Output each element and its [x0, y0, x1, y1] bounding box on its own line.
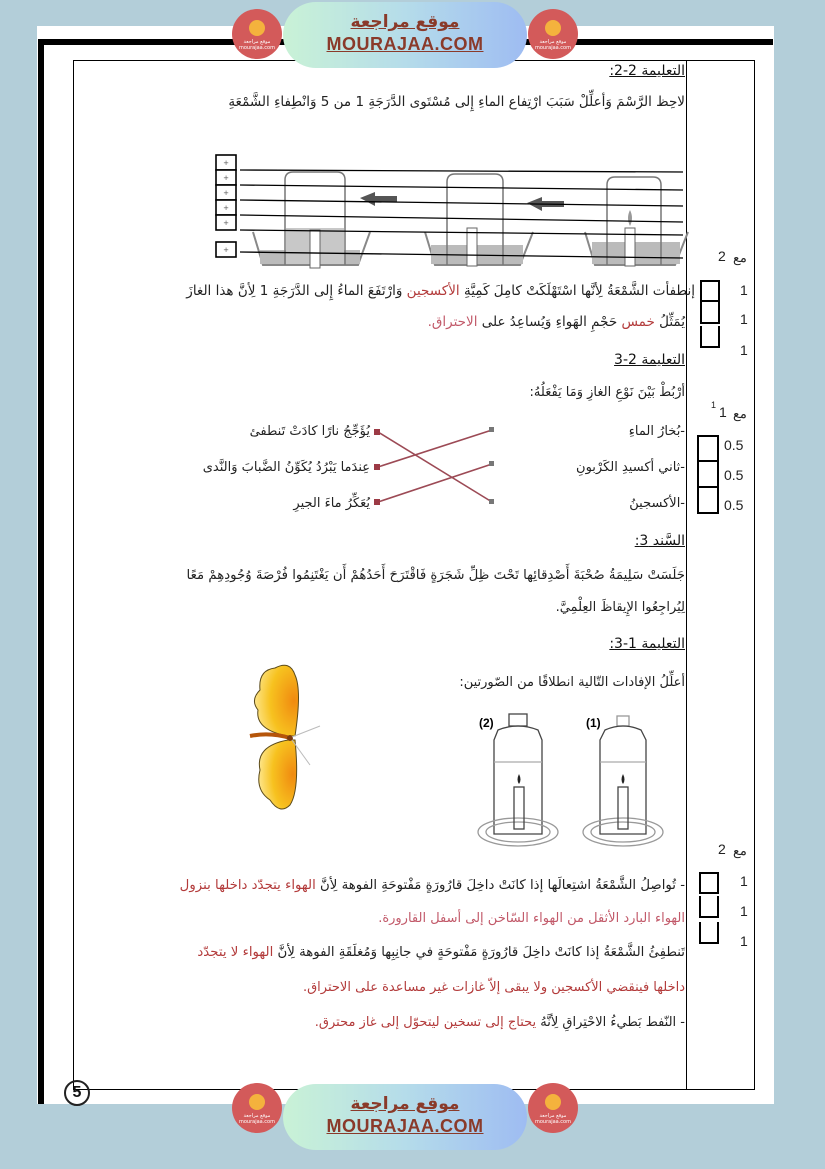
- bottle-candles-diagram: [470, 712, 685, 852]
- score-points: 0.5: [724, 437, 744, 453]
- section-3-text-line-1: جَلَسَتْ سَلِيمَةُ صُحْبَةَ أَصْدِقائِها تَحْتَ ظِلِّ شَجَرَةٍ فَاقْتَرَحَ أَحَدُهُمْ أَن يَغْتَنِمُوا فُرْصَةَ وُجُودِهِمْ مَعًا: [186, 568, 685, 583]
- grade-label-1: مع: [733, 250, 747, 265]
- figure-label-1: (1): [586, 716, 601, 730]
- banner-latin-title: MOURAJAA.COM: [326, 1116, 484, 1136]
- section-3-1-answer-3: - النّفط بَطيءُ الاحْتِراقِ لِأنَّهُ يحتاج إلى تسخين ليتحوّل إلى غاز محترق.: [314, 1015, 685, 1030]
- score-points: 0.5: [724, 467, 744, 483]
- section-2-2-answer-line-2: يُمَثِّلُ خمس حَجْمِ الهَواءِ وَيُساعِدُ على الاحتراق.: [427, 314, 685, 330]
- grade-total-2: 1: [719, 404, 727, 420]
- site-logo-badge-left-bottom[interactable]: موقع مراجعة mourajaa.com: [232, 1083, 282, 1133]
- svg-text:+: +: [223, 219, 229, 227]
- score-points: 1: [740, 311, 748, 327]
- grade-total-1: 2: [718, 248, 726, 264]
- banner-latin-title: MOURAJAA.COM: [326, 34, 484, 54]
- section-2-2-answer-line-1: إنطفأت الشَّمْعَةُ لِأنَّها اسْتَهْلَكَتْ كامِلَ كَمِيَّةِ الأكسجين وَارْتَفَعَ الماءُ إِلى الدَّرَجَةِ 1 لِأنَّ هذا الغازَ: [186, 283, 695, 299]
- match-right-item-1: يُؤَجِّجُ نارًا كادَتْ تَنطفئ: [249, 424, 370, 439]
- score-box[interactable]: [699, 922, 719, 944]
- grade-total-3: 2: [718, 841, 726, 857]
- score-points: 1: [740, 903, 748, 919]
- section-2-3-instruction: أرْبُطْ بَيْنَ نَوْعِ الغازِ وَمَا يَفْعَلُهُ:: [529, 385, 685, 400]
- grade-label-2: مع: [733, 406, 747, 421]
- site-banner-top[interactable]: [283, 2, 527, 68]
- site-banner-bottom[interactable]: [283, 1084, 527, 1150]
- score-points: 1: [740, 342, 748, 358]
- svg-text:+: +: [223, 246, 229, 254]
- page-left-border: [38, 39, 44, 1104]
- grade-label-3: مع: [733, 843, 747, 858]
- site-logo-badge-right[interactable]: موقع مراجعة mourajaa.com: [528, 9, 578, 59]
- section-3-1-answer-1-line-2: الهواء البارد الأثقل من الهواء السّاخن إلى أسفل القارورة.: [378, 911, 685, 926]
- section-3-1-answer-2-line-1: تَنطفِئُ الشَّمْعَةُ إذا كانَتْ داخِلَ قارُورَةٍ مَفْتوحَةٍ في جانِبِها وَمُغلَقَةِ الفوهة لِأنَّ الهواء لا يتجدّد: [197, 945, 685, 960]
- section-3-1-instruction: أعلِّلُ الإفادات التّالية انطلاقًا من الصّورتين:: [459, 675, 685, 690]
- section-3-1-answer-2-line-2: داخلها فينقضي الأكسجين ولا يبقى إلاّ غازات غير مساعدة على الاحتراق.: [302, 980, 685, 995]
- score-box[interactable]: [700, 302, 720, 324]
- book-icon: [249, 1094, 265, 1110]
- book-icon: [545, 20, 561, 36]
- section-2-3-heading: التعليمة 2-3: [614, 352, 685, 368]
- section-3-text-line-2: لِيُراجِعُوا الإِيقاظَ العِلْمِيَّ.: [555, 600, 685, 615]
- section-3-heading: السَّند 3:: [634, 533, 685, 549]
- figure-label-2: (2): [479, 716, 494, 730]
- score-box[interactable]: [697, 435, 719, 462]
- butterfly-illustration: [250, 660, 330, 820]
- score-points: 1: [740, 282, 748, 298]
- banner-arabic-title: موقع مراجعة: [350, 12, 460, 32]
- score-box[interactable]: [697, 462, 719, 488]
- site-logo-badge-right-bottom[interactable]: موقع مراجعة mourajaa.com: [528, 1083, 578, 1133]
- score-box[interactable]: [697, 488, 719, 514]
- score-points: 1: [740, 933, 748, 949]
- match-left-item-2: -ثاني أكسيدِ الكَرْبونِ: [576, 460, 685, 475]
- grade-superscript-2: 1: [711, 400, 717, 410]
- page-number: 5: [64, 1080, 90, 1106]
- matching-lines: [370, 420, 505, 515]
- candle-jars-diagram: [215, 150, 685, 270]
- score-box[interactable]: [700, 280, 720, 302]
- svg-text:+: +: [223, 159, 229, 167]
- match-left-item-3: -الأكسجينُ: [629, 496, 685, 511]
- score-box[interactable]: [699, 872, 719, 894]
- book-icon: [249, 20, 265, 36]
- match-left-item-1: -بُخارُ الماءِ: [628, 424, 685, 439]
- site-logo-badge-left[interactable]: موقع مراجعة mourajaa.com: [232, 9, 282, 59]
- section-2-2-instruction: لاحِظ الرَّسْمَ وَأعلِّلْ سَبَبَ ارْتِفاع الماءِ إِلى مُسْتَوى الدَّرَجَةِ 1 من 5 وَانْطِفاءِ الشَّمْعَةِ: [228, 94, 685, 110]
- match-right-item-2: عِندَما يَبْرُدُ يُكَوِّنُ الضَّبابَ وَالنَّدى: [202, 460, 370, 475]
- svg-text:+: +: [223, 204, 229, 212]
- score-box[interactable]: [700, 326, 720, 348]
- score-points: 1: [740, 873, 748, 889]
- section-3-1-answer-1-line-1: - تُواصِلُ الشَّمْعَةُ اشتِعالَها إذا كانَتْ داخِلَ قارُورَةٍ مَفْتوحَةِ الفوهة لِأنَّ الهواء يتجدّد داخلها بنزول: [179, 878, 685, 893]
- book-icon: [545, 1094, 561, 1110]
- score-points: 0.5: [724, 497, 744, 513]
- section-2-2-heading: التعليمة 2-2:: [609, 63, 685, 79]
- score-box[interactable]: [699, 896, 719, 918]
- banner-arabic-title: موقع مراجعة: [350, 1094, 460, 1114]
- svg-text:+: +: [223, 189, 229, 197]
- svg-text:+: +: [223, 174, 229, 182]
- match-right-item-3: يُعَكِّرُ ماءَ الجيرِ: [293, 496, 370, 511]
- section-3-1-heading: التعليمة 1-3:: [609, 636, 685, 652]
